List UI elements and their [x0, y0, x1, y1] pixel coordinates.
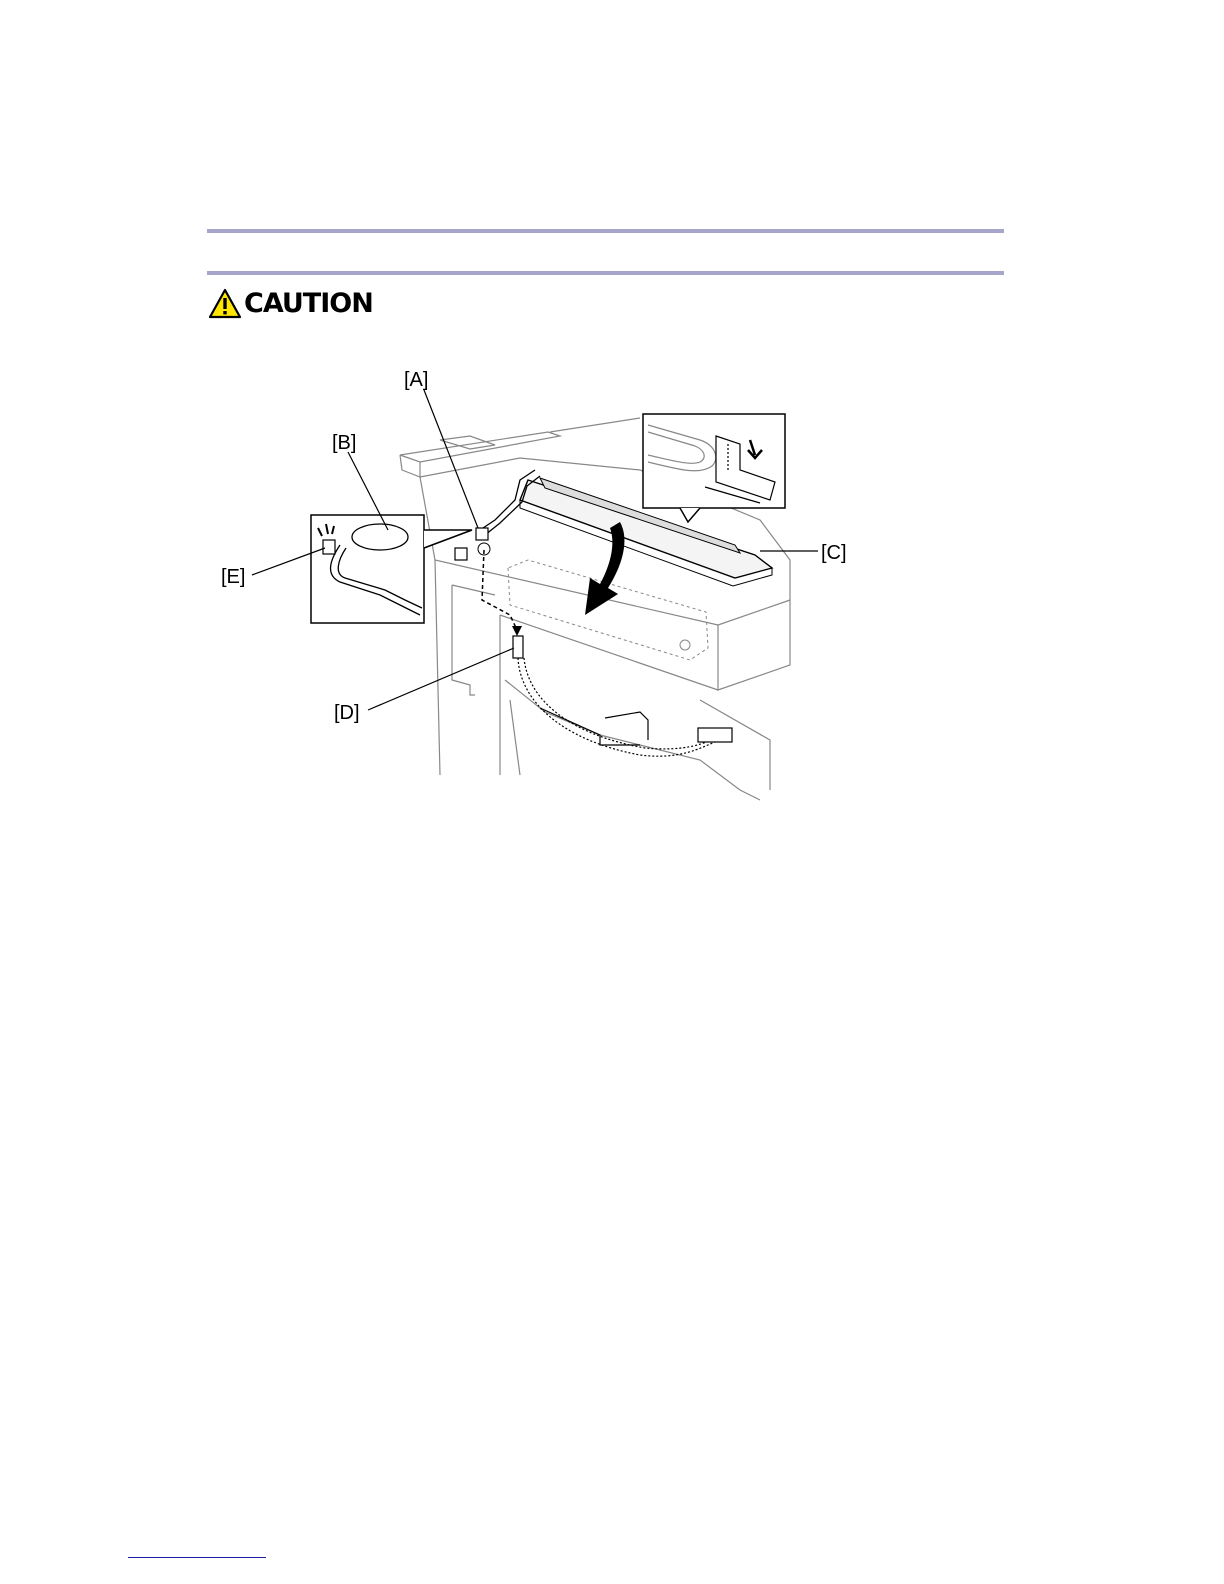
warning-triangle-icon: [209, 289, 241, 319]
installation-diagram: [200, 355, 847, 815]
callout-c: [C]: [821, 542, 847, 564]
callout-e: [E]: [221, 566, 246, 588]
caution-banner: [209, 289, 373, 319]
header-rule-bottom: [207, 271, 1004, 275]
footer-rule: [128, 1557, 266, 1558]
callout-b: [B]: [332, 432, 357, 454]
header-rule-top: [207, 229, 1004, 233]
caution-label: CAUTION: [244, 288, 373, 319]
callout-d: [D]: [334, 702, 360, 724]
callout-a: [A]: [404, 369, 429, 391]
